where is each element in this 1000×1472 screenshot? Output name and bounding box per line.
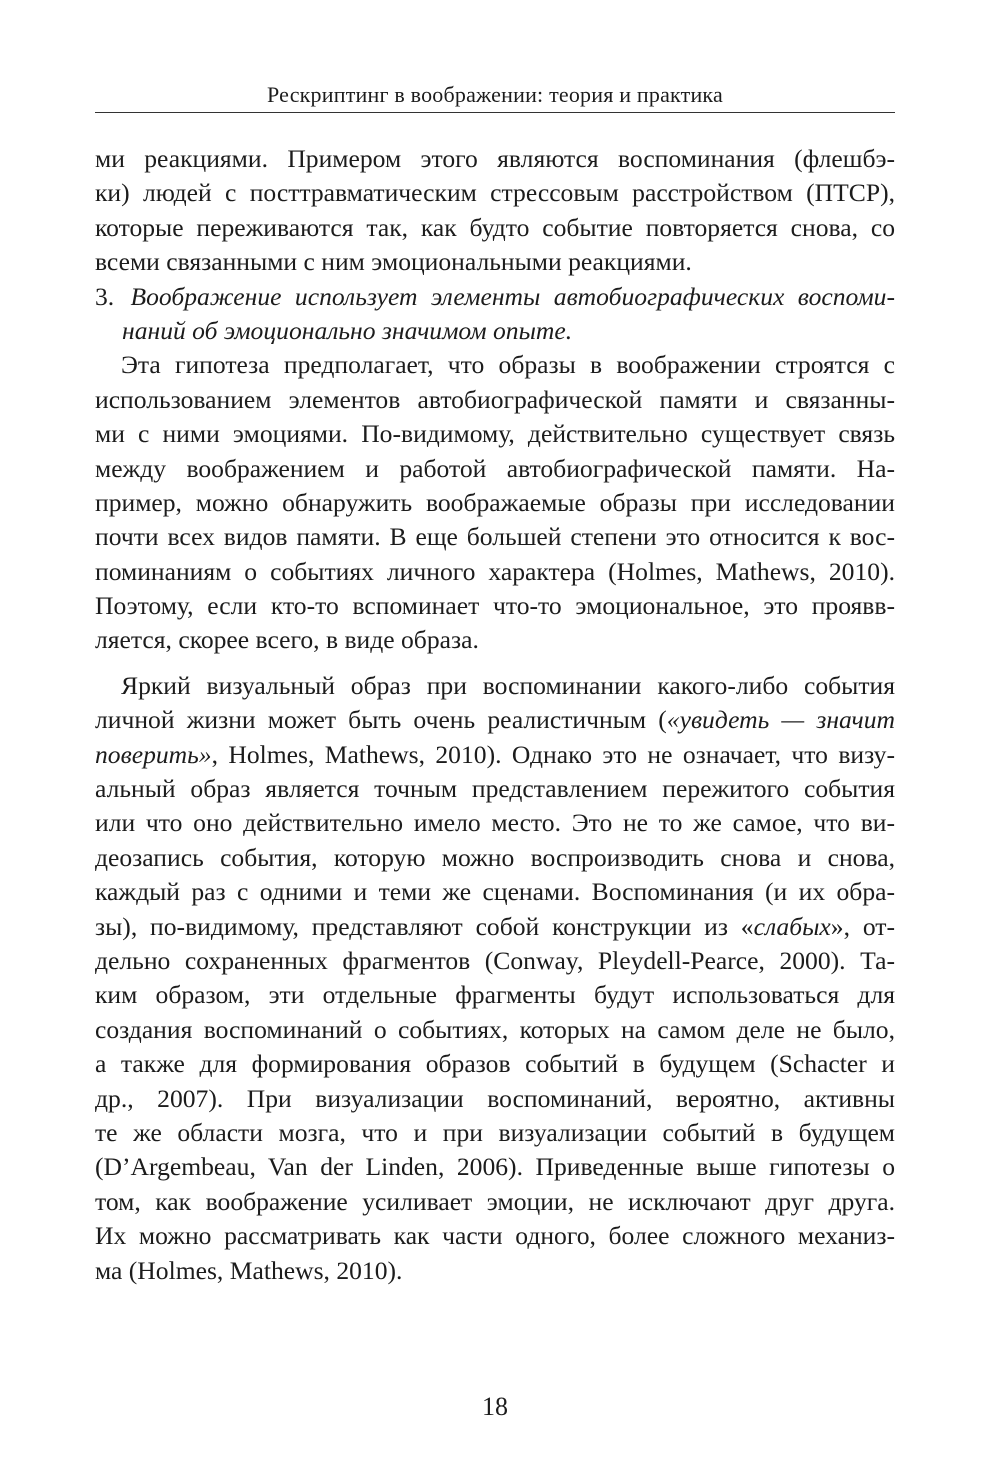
- italic-quote: поверить»: [95, 739, 212, 769]
- text-line: Яркий визуальный образ при воспоминании какого-либо события: [121, 670, 895, 700]
- text-line: поминаниям о событиях личного характера (Holmes, Mathews, 2010).: [95, 556, 895, 586]
- paragraph-continuation: [95, 142, 895, 280]
- text-line: между воображением и работой автобиографической памяти. На-: [95, 453, 895, 483]
- text-line: которые переживаются так, как будто событие повторяется снова, со: [95, 212, 895, 242]
- text-line: [95, 910, 895, 944]
- italic-word: слабых: [753, 911, 831, 941]
- text-line: том, как воображение усиливает эмоции, не исключают друг друга.: [95, 1186, 895, 1216]
- text-line: альный образ является точным представлением пережитого события: [95, 774, 895, 804]
- text-line: ким образом, эти отдельные фрагменты будут использоваться для: [95, 980, 895, 1010]
- text-line: дельно сохраненных фрагментов (Conway, Pleydell-Pearce, 2000). Та-: [95, 945, 895, 975]
- text-line: почти всех видов памяти. В еще большей степени это относится к вос-: [95, 522, 895, 552]
- text-line: [95, 738, 895, 772]
- page-body: [95, 142, 895, 1288]
- running-head: Рескриптинг в воображении: теория и практика: [267, 82, 723, 107]
- text-line: использованием элементов автобиографической памяти и связанны-: [95, 384, 895, 414]
- text-run: , Holmes, Mathews, 2010). Однако это не означает, что визу-: [211, 739, 895, 769]
- text-line: или что оно действительно имело место. Это не то же самое, что ви-: [95, 808, 895, 838]
- text-line: создания воспоминаний о событиях, которых на самом деле не было,: [95, 1014, 895, 1044]
- list-item-line: наний об эмоционально значимом опыте.: [122, 315, 573, 345]
- text-line: Поэтому, если кто-то вспоминает что-то эмоциональное, это проявв-: [95, 591, 895, 621]
- text-line: Их можно рассматривать как части одного, более сложного механиз-: [95, 1221, 895, 1251]
- text-line: ми реакциями. Примером этого являются воспоминания (флешбэ-: [95, 144, 895, 173]
- paragraph-visual-image: [95, 669, 895, 1288]
- text-line: ма (Holmes, Mathews, 2010).: [95, 1255, 403, 1285]
- text-run: зы), по-видимому, представляют собой конструкции из «: [95, 911, 754, 941]
- text-line: а также для формирования образов событий в будущем (Schacter и: [95, 1049, 895, 1079]
- text-line: [95, 703, 895, 737]
- list-number: 3.: [95, 281, 115, 311]
- text-line: ки) людей с посттравматическим стрессовым расстройством (ПТСР),: [95, 178, 895, 208]
- text-run: личной жизни может быть очень реалистичным (: [95, 705, 667, 735]
- text-line: те же области мозга, что и при визуализации событий в будущем: [95, 1117, 895, 1147]
- header-rule: [95, 112, 895, 113]
- text-line: пример, можно обнаружить воображаемые образы при исследовании: [95, 487, 895, 517]
- list-item-3: [95, 280, 895, 349]
- text-line: каждый раз с одними и теми же сценами. Воспоминания (и их обра-: [95, 877, 895, 907]
- text-line: деозапись события, которую можно воспроизводить снова и снова,: [95, 842, 895, 872]
- text-line: др., 2007). При визуализации воспоминаний, вероятно, активны: [95, 1083, 895, 1113]
- page-number: 18: [482, 1392, 508, 1421]
- paragraph-hypothesis: [95, 348, 895, 658]
- text-line: ляется, скорее всего, в виде образа.: [95, 625, 479, 655]
- text-line: всеми связанными с ним эмоциональными реакциями.: [95, 247, 692, 277]
- text-line: (D’Argembeau, Van der Linden, 2006). Приведенные выше гипотезы о: [95, 1152, 895, 1182]
- text-run: », от-: [830, 911, 895, 941]
- list-item-text: Воображение использует элементы автобиографических воспоми-: [130, 281, 895, 311]
- text-line: Эта гипотеза предполагает, что образы в воображении строятся с: [121, 350, 895, 380]
- italic-quote: «увидеть — значит: [666, 705, 895, 735]
- list-item-line: [95, 280, 895, 314]
- text-line: ми с ними эмоциями. По-видимому, действительно существует связь: [95, 419, 895, 449]
